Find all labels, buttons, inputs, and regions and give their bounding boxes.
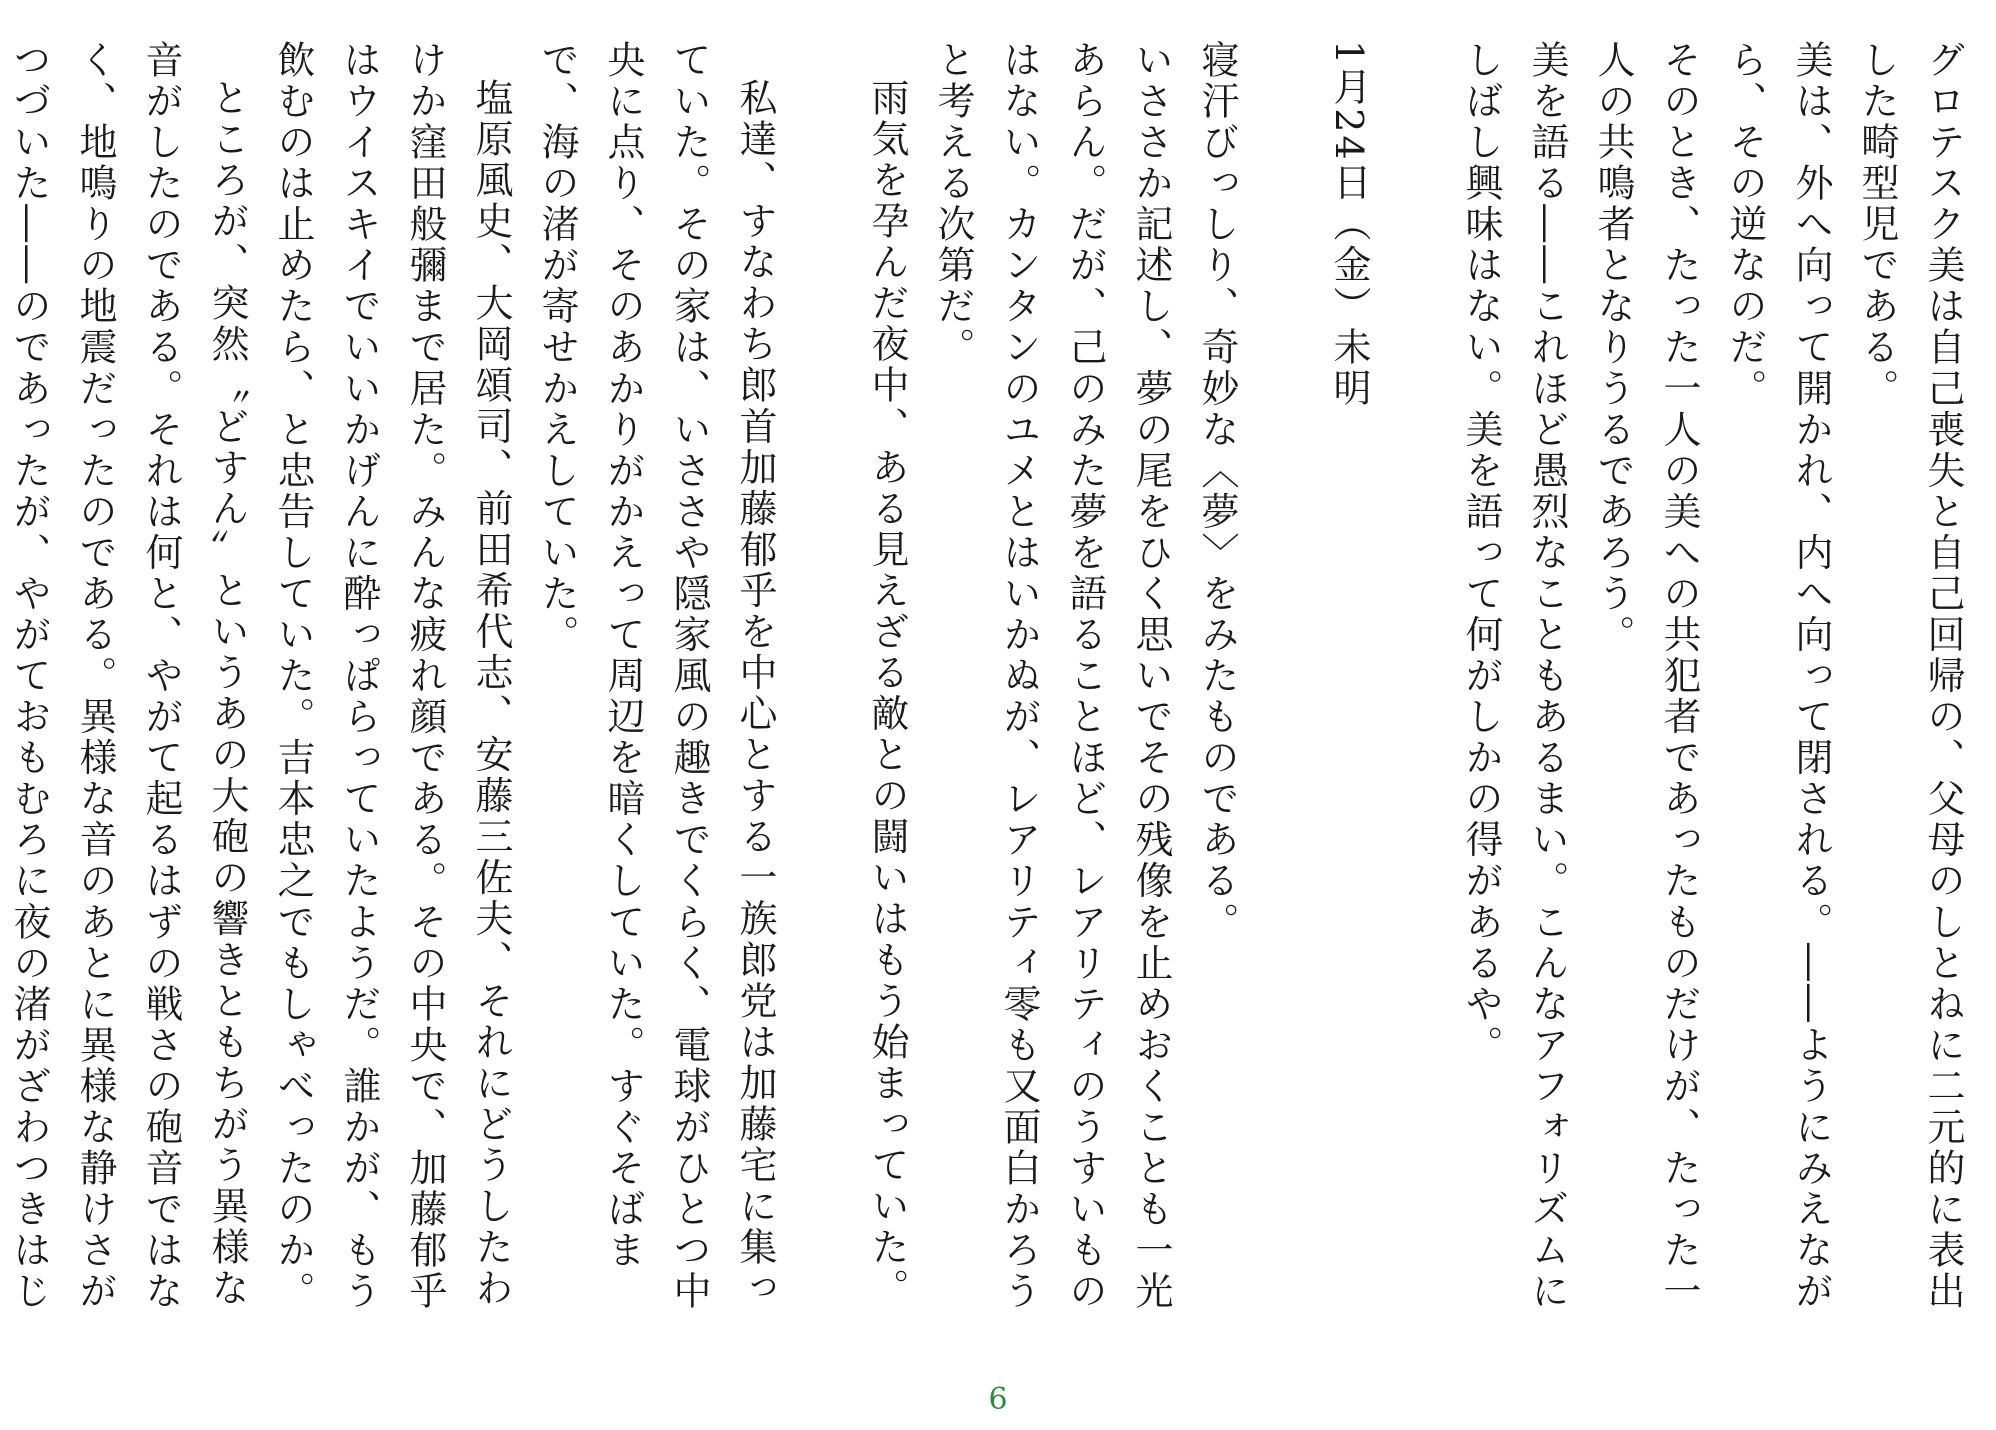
- paragraph-rainy-night: 雨気を孕んだ夜中、ある見えざる敵との闘いはもう始まっていた。: [865, 78, 909, 1310]
- page-number: 6: [988, 1382, 1008, 1417]
- paragraph-dream-record: いささか記述し、夢の尾をひく思いでその残像を止めおくことも一光あらん。だが、己のみた夢を語ることほど、レアリティのうすいものはない。カンタンのユメとはいかぬが、レアリティ零も又面白かろうと考える次第だ。: [931, 40, 1173, 1313]
- paragraph-sudden-sound: ところが、突然〝どすん〟というあの大砲の響きともちがう異様な音がしたのである。それは何と、やがて起るはずの戦さの砲音ではなく、地鳴りの地震だったのである。異様な音のあとに異様な静けさがつづいた――のであったが、やがておもむろに夜の渚がざわつきはじ: [7, 40, 249, 1313]
- diary-date-heading: 1月24日（金）未明: [1327, 40, 1371, 409]
- vertical-text-body: [7, 40, 1976, 1330]
- paragraph-accomplice: そのとき、たった一人の美への共犯者であったものだけが、たった一人の共鳴者となりうるであろう。: [1591, 40, 1701, 1313]
- paragraph-night-sweat: 寝汗びっしり、奇妙な〈夢〉をみたものである。: [1195, 40, 1239, 943]
- paragraph-kato-house: 私達、すなわち郎首加藤郁乎を中心とする一族郎党は加藤宅に集っていた。その家は、いささや隠家風の趣きでくらく、電球がひとつ中央に点り、そのあかりがかえって周辺を暗くしていた。すぐそばまで、海の渚が寄せかえしていた。: [535, 40, 777, 1313]
- paragraph-gathered-members: 塩原風史、大岡頌司、前田希代志、安藤三佐夫、それにどうしたわけか窪田般彌まで居た。みんな疲れ顔である。その中央で、加藤郁乎はウイスキイでいいかげんに酔っぱらっていたようだ。誰かが、もう飲むのは止めたら、と忠告していた。吉本忠之でもしゃべったのか。: [271, 40, 513, 1313]
- paragraph-speaking-of-beauty: 美を語る――これほど愚烈なこともあるまい。こんなアフォリズムにしばし興味はない。美を語って何がしかの得があるや。: [1459, 40, 1569, 1313]
- paragraph-beauty-open-closed: 美は、外へ向って開かれ、内へ向って閉される。――ようにみえながら、その逆なのだ。: [1723, 40, 1833, 1313]
- paragraph-grotesque-beauty: グロテスク美は自己喪失と自己回帰の、父母のしとねに二元的に表出した畸型児である。: [1855, 40, 1965, 1313]
